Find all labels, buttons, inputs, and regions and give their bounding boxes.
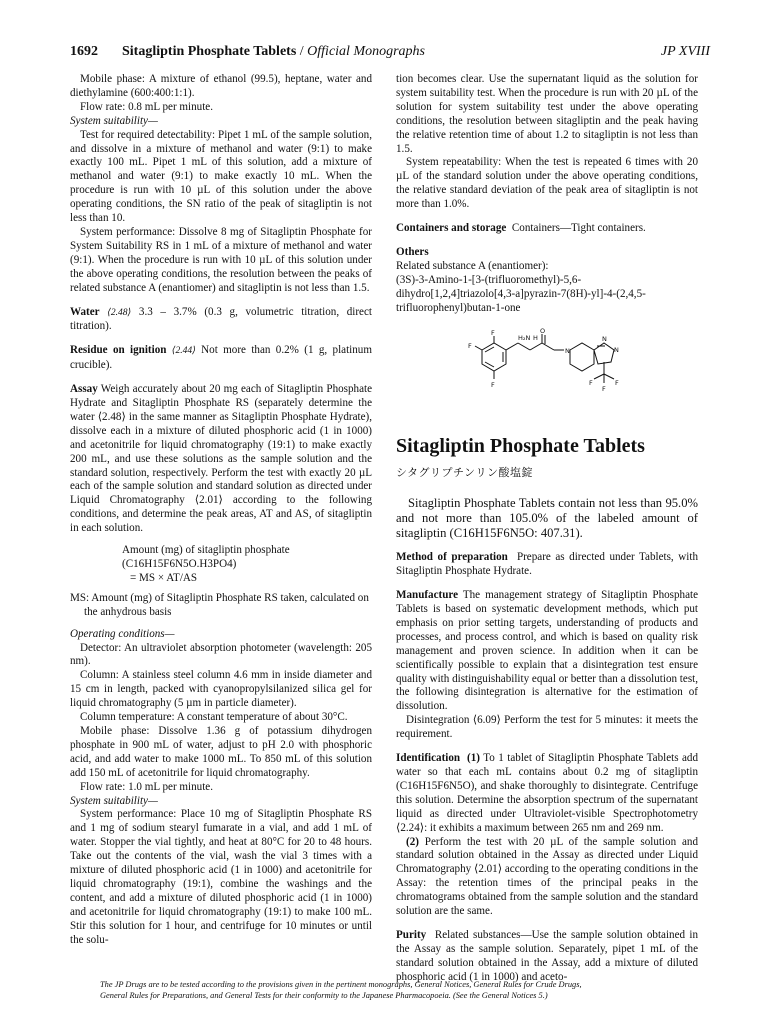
test-reference: ⟨2.48⟩ — [107, 307, 132, 318]
ms-definition — [70, 592, 372, 620]
atom-fluorine: F — [468, 341, 472, 350]
atom-nitrogen: N — [614, 345, 619, 354]
item-number: (2) — [406, 835, 419, 848]
identification-item — [396, 836, 698, 919]
paragraph: Flow rate: 1.0 mL per minute. — [80, 780, 213, 793]
formula-line: = MS × AT/AS — [130, 571, 198, 584]
atom-oxygen: O — [540, 326, 546, 335]
water-section — [70, 306, 372, 335]
atom-nitrogen: N — [602, 334, 607, 343]
assay-section — [70, 383, 372, 536]
monograph-title: Sitagliptin Phosphate Tablets — [396, 435, 645, 458]
paragraph: System performance: Place 10 mg of Sitagliptin Phosphate RS and 1 mg of sodium stearyl fumarate in a vial, and add 1 mL of water. Stopper the vial tightly, and heat at 80°C for 20 to 48 hours. Take out the contents of the vial, wash the vial 3 times with a mixture of diluted phosphoric acid (1 in 1000) and acetonitrile for liquid chromatography (19:1), combine the washings and the content, and add a mixture of diluted phosphoric acid (1 in 1000) and acetonitrile for liquid chromatography (19:1) to make 100 mL. Stir this solution for 1 hour, and centrifuge for 10 minutes or until the solu- — [70, 808, 372, 946]
atom-fluorine: F — [602, 384, 606, 393]
section-heading: Assay — [70, 383, 98, 396]
paragraph: Column temperature: A constant temperature of about 30°C. — [80, 711, 348, 724]
section-text: Containers—Tight containers. — [511, 222, 646, 235]
page-header — [70, 44, 710, 64]
section-text: Related substances—Use the sample solution obtained in the Assay as the sample solution. Separately, pipet 1 mL of the standard solution obtained in the Assay, add a mixture of diluted phosphoric acid (1 in 1000) and aceto- — [396, 928, 698, 983]
item-number: (1) — [467, 752, 480, 765]
residue-section — [70, 344, 372, 373]
paragraph: Mobile phase: Dissolve 1.36 g of potassium dihydrogen phosphate in 900 mL of water, adjust to pH 2.0 with phosphoric acid, and add water to make 1000 mL. To 850 mL of this solution add 150 mL of acetonitrile for liquid chromatography. — [70, 724, 372, 779]
section-heading: Manufacture — [396, 589, 459, 602]
atom-hydrogen: H — [533, 333, 538, 342]
ms-label: MS: — [70, 591, 90, 604]
running-title: Sitagliptin Phosphate Tablets / Official Monographs — [122, 44, 426, 59]
running-monograph-title: Sitagliptin Phosphate Tablets — [122, 44, 297, 59]
atom-nitrogen: N — [565, 346, 570, 355]
paragraph: Column: A stainless steel column 4.6 mm in inside diameter and 15 cm in length, packed with cyanopropylsilanized silica gel for liquid chromatography (5 µm in particle diameter). — [70, 669, 372, 710]
monograph-intro: Sitagliptin Phosphate Tablets contain not less than 95.0% and not more than 105.0% of the labeled amount of sitagliptin (C16H15F6N5O: 407.31). — [396, 496, 698, 541]
subheading: System suitability— — [70, 794, 158, 807]
subheading: Operating conditions— — [70, 627, 175, 640]
atom-fluorine: F — [589, 378, 593, 387]
formula-line: Amount (mg) of sitagliptin phosphate — [122, 544, 290, 557]
running-section: Official Monographs — [307, 44, 426, 59]
left-column — [70, 73, 372, 947]
paragraph: Disintegration ⟨6.09⟩ Perform the test for 5 minutes: it meets the requirement. — [396, 714, 698, 741]
paragraph: (3S)-3-Amino-1-[3-(trifluoromethyl)-5,6-dihydro[1,2,4]triazolo[4,3-a]pyrazin-7(8H)-yl]-4-(2,4,5-trifluorophenyl)butan-1-one — [396, 273, 646, 314]
section-heading: Method of preparation — [396, 551, 508, 564]
purity-section — [396, 929, 698, 985]
section-text: 3.3 – 3.7% (0.3 g, volumetric titration, direct titration). — [70, 305, 372, 333]
containers-section — [396, 222, 698, 236]
atom-fluorine: F — [491, 328, 495, 337]
section-text: Weigh accurately about 20 mg each of Sitagliptin Phosphate Hydrate and Sitagliptin Phosphate RS (separately determine the water ⟨2.48⟩ in the same manner as Sitagliptin Phosphate Hydrate), dissolve each in a mixture of diluted phosphoric acid (1 in 1000) and acetonitrile for liquid chromatography (19:1) to make exactly 200 mL, and use these solutions as the sample solution and the standard solution, respectively. Perform the test with exactly 20 µL each of the sample solution and standard solution as directed under Liquid Chromatography ⟨2.01⟩ according to the following conditions, and determine the peak areas, AT and AS, of sitagliptin in each solution. — [70, 383, 373, 535]
page-footer — [100, 979, 668, 1001]
others-heading — [396, 246, 698, 260]
identification-section — [396, 752, 698, 835]
chemical-structure-diagram — [466, 326, 646, 408]
section-text: To 1 tablet of Sitagliptin Phosphate Tablets add water so that each mL contains about 0.2 mg of sitagliptin (C16H15F6N5O), and shake thoroughly to disintegrate. Centrifuge this solution. Determine the absorption spectrum of the supernatant liquid as directed under Ultraviolet-visible Spectrophotometry ⟨2.24⟩: it exhibits a maximum between 265 nm and 269 nm. — [396, 752, 699, 834]
paragraph: tion becomes clear. Use the supernatant liquid as the solution for system suitability test. When the procedure is run with 20 µL of the solution for system suitability test under the above operating conditions, the resolution between sitagliptin and the peak having the relative retention time of about 1.2 to sitagliptin is not less than 1.5. — [396, 73, 698, 155]
section-heading: Others — [396, 245, 429, 258]
atom-amino: H₂N — [518, 333, 531, 342]
japanese-title: シタグリプチンリン酸塩錠 — [396, 466, 534, 480]
paragraph: System repeatability: When the test is repeated 6 times with 20 µL of the standard solution under the above operating conditions, the relative standard deviation of the peak area of sitagliptin is not more than 1.0%. — [396, 156, 698, 211]
footer-line: The JP Drugs are to be tested according to the provisions given in the pertinent monographs, General Notices, General Rules for Crude Drugs, — [100, 980, 582, 989]
method-section — [396, 551, 698, 579]
ms-text: Amount (mg) of Sitagliptin Phosphate RS taken, calculated on the anhydrous basis — [84, 591, 369, 618]
edition-label: JP XVIII — [660, 44, 710, 59]
atom-fluorine: F — [615, 378, 619, 387]
paragraph: Related substance A (enantiomer): — [396, 259, 549, 272]
manufacture-section — [396, 589, 698, 714]
subheading: System suitability— — [70, 114, 158, 127]
page-number: 1692 — [70, 44, 98, 59]
paragraph: System performance: Dissolve 8 mg of Sitagliptin Phosphate for System Suitability RS in 1 mL of a mixture of methanol and water (9:1). When the procedure is run with 10 µL of this solution under the above operating conditions, the resolution between the peaks of related substance A (enantiomer) and sitagliptin is not less than 1.5. — [70, 225, 372, 294]
footer-line: General Rules for Preparations, and General Tests for their conformity to the Japanese Pharmacopoeia. (See the General Notices 5.) — [100, 991, 548, 1000]
section-heading: Water — [70, 305, 100, 318]
test-reference: ⟨2.44⟩ — [171, 346, 196, 357]
section-text: The management strategy of Sitagliptin Phosphate Tablets is based on systematic development methods, which put emphasis on prior setting targets, understanding of products and processes, and process control, and which is based on quality risk management and proven science. In addition when it can be scientifically possible to explain that a disintegration test ensure quality with distinguishability equal or better than a dissolution test, the following disintegration is alternative for the estimation of dissolution. — [396, 589, 699, 713]
assay-formula — [122, 544, 372, 586]
atom-fluorine: F — [491, 380, 495, 389]
section-heading: Residue on ignition — [70, 344, 167, 357]
formula-line: (C16H15F6N5O.H3PO4) — [122, 558, 237, 570]
section-text: Perform the test with 20 µL of the sample solution and standard solution obtained in the Assay as directed under Liquid Chromatography ⟨2.01⟩ according to the operating conditions in the Assay: the retention times of the principal peaks in the chromatograms obtained from the sample solution and the standard solution are the same. — [396, 835, 698, 918]
section-text: Prepare as directed under Tablets, with Sitagliptin Phosphate Hydrate. — [396, 551, 698, 578]
paragraph: Detector: An ultraviolet absorption photometer (wavelength: 205 nm). — [70, 641, 372, 668]
paragraph: Test for required detectability: Pipet 1 mL of the sample solution, and dissolve in a mixture of methanol and water (9:1) to make exactly 100 mL. Pipet 1 mL of this solution, add a mixture of methanol and water (9:1) to make exactly 10 mL. When the procedure is run with 10 µL of this solution under the above operating conditions, the SN ratio of the peak of sitagliptin is not less than 10. — [70, 128, 372, 225]
paragraph: Flow rate: 0.8 mL per minute. — [80, 100, 213, 113]
section-heading: Containers and storage — [396, 222, 507, 235]
section-text: Not more than 0.2% (1 g, platinum crucible). — [70, 344, 372, 372]
section-heading: Identification — [396, 752, 461, 765]
paragraph: Mobile phase: A mixture of ethanol (99.5), heptane, water and diethylamine (600:400:1:1). — [70, 73, 372, 99]
right-column — [396, 73, 698, 985]
section-heading: Purity — [396, 928, 427, 941]
